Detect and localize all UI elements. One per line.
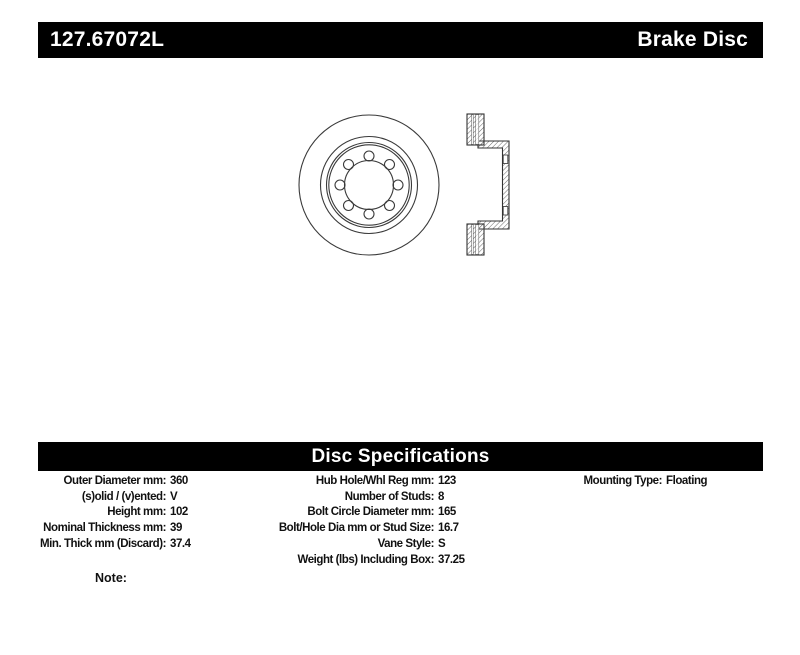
spec-value: 37.25 [438, 553, 465, 566]
spec-label: Bolt/Hole Dia mm or Stud Size: [278, 522, 434, 535]
spec-column-right [500, 474, 707, 490]
page-title: Brake Disc [637, 28, 748, 51]
spec-value: 360 [170, 475, 188, 487]
spec-label: Nominal Thickness mm: [43, 522, 166, 535]
spec-label: Hub Hole/Whl Reg mm: [315, 475, 434, 487]
spec-row [250, 553, 465, 569]
header-bar [38, 22, 763, 58]
spec-value: Floating [666, 475, 708, 487]
disc-cross-section-icon [467, 114, 509, 255]
spec-row [250, 521, 465, 537]
spec-row [250, 505, 465, 521]
spec-value: 16.7 [438, 522, 459, 535]
spec-row [20, 521, 191, 537]
spec-row [20, 490, 191, 506]
spec-row [250, 474, 465, 490]
spec-value: 8 [438, 490, 444, 503]
spec-row [250, 490, 465, 506]
spec-label: (s)olid / (v)ented: [81, 490, 166, 503]
spec-value: 37.4 [170, 537, 191, 550]
brake-disc-diagram [275, 95, 530, 270]
spec-value: 102 [170, 506, 188, 519]
spec-value: S [438, 537, 446, 550]
spec-value: 39 [170, 522, 182, 535]
spec-row [20, 474, 191, 490]
spec-label: Weight (lbs) Including Box: [297, 553, 434, 566]
spec-label: Vane Style: [377, 537, 434, 550]
spec-section-title: Disc Specifications [311, 446, 490, 467]
spec-value: 165 [438, 506, 456, 519]
spec-label: Bolt Circle Diameter mm: [307, 506, 434, 519]
spec-section-bar [38, 442, 763, 471]
part-number: 127.67072L [50, 28, 165, 51]
spec-row [250, 537, 465, 553]
spec-label: Min. Thick mm (Discard): [40, 537, 166, 550]
spec-label: Number of Studs: [344, 490, 434, 503]
disc-front-view-icon [299, 115, 439, 255]
spec-row [20, 537, 191, 553]
note-label: Note: [95, 571, 127, 585]
spec-row [20, 505, 191, 521]
spec-column-middle [250, 474, 465, 568]
spec-label: Mounting Type: [583, 475, 662, 487]
spec-value: 123 [438, 475, 456, 487]
spec-label: Outer Diameter mm: [63, 475, 166, 487]
spec-column-left [20, 474, 191, 553]
spec-label: Height mm: [107, 506, 166, 519]
spec-row [500, 474, 707, 490]
spec-value: V [170, 490, 178, 503]
